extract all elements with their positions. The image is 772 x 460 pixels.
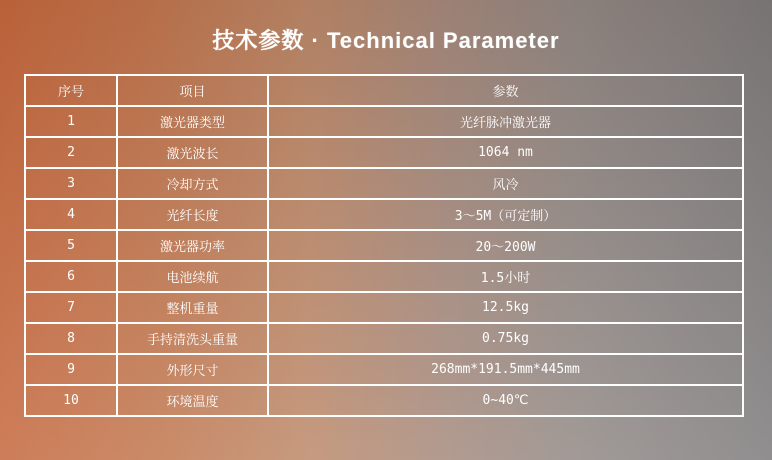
value-cell: 12.5kg [268, 292, 743, 323]
row-number-cell: 3 [25, 168, 117, 199]
row-number-cell: 6 [25, 261, 117, 292]
item-cell: 电池续航 [117, 261, 268, 292]
item-cell: 外形尺寸 [117, 354, 268, 385]
table-row [25, 261, 743, 292]
header-cell-no: 序号 [25, 75, 117, 106]
item-cell: 整机重量 [117, 292, 268, 323]
table-row [25, 354, 743, 385]
item-cell: 冷却方式 [117, 168, 268, 199]
table-row [25, 137, 743, 168]
row-number-cell: 4 [25, 199, 117, 230]
row-number-cell: 10 [25, 385, 117, 416]
row-number-cell: 1 [25, 106, 117, 137]
value-cell: 268mm*191.5mm*445mm [268, 354, 743, 385]
item-cell: 光纤长度 [117, 199, 268, 230]
item-cell: 激光器功率 [117, 230, 268, 261]
value-cell: 风冷 [268, 168, 743, 199]
header-cell-item: 项目 [117, 75, 268, 106]
item-cell: 激光波长 [117, 137, 268, 168]
value-cell: 20～200W [268, 230, 743, 261]
row-number-cell: 5 [25, 230, 117, 261]
value-cell: 1064 nm [268, 137, 743, 168]
table-row [25, 168, 743, 199]
table-row [25, 199, 743, 230]
row-number-cell: 7 [25, 292, 117, 323]
table-header-row [25, 75, 743, 106]
table-row [25, 323, 743, 354]
page-title: 技术参数 · Technical Parameter [212, 28, 560, 53]
value-cell: 3～5M（可定制） [268, 199, 743, 230]
item-cell: 手持清洗头重量 [117, 323, 268, 354]
header-cell-value: 参数 [268, 75, 743, 106]
row-number-cell: 8 [25, 323, 117, 354]
item-cell: 激光器类型 [117, 106, 268, 137]
table-row [25, 292, 743, 323]
spec-table [24, 74, 744, 417]
value-cell: 1.5小时 [268, 261, 743, 292]
table-row [25, 106, 743, 137]
item-cell: 环境温度 [117, 385, 268, 416]
value-cell: 0.75kg [268, 323, 743, 354]
value-cell: 0~40℃ [268, 385, 743, 416]
table-row [25, 385, 743, 416]
value-cell: 光纤脉冲激光器 [268, 106, 743, 137]
row-number-cell: 2 [25, 137, 117, 168]
table-row [25, 230, 743, 261]
row-number-cell: 9 [25, 354, 117, 385]
